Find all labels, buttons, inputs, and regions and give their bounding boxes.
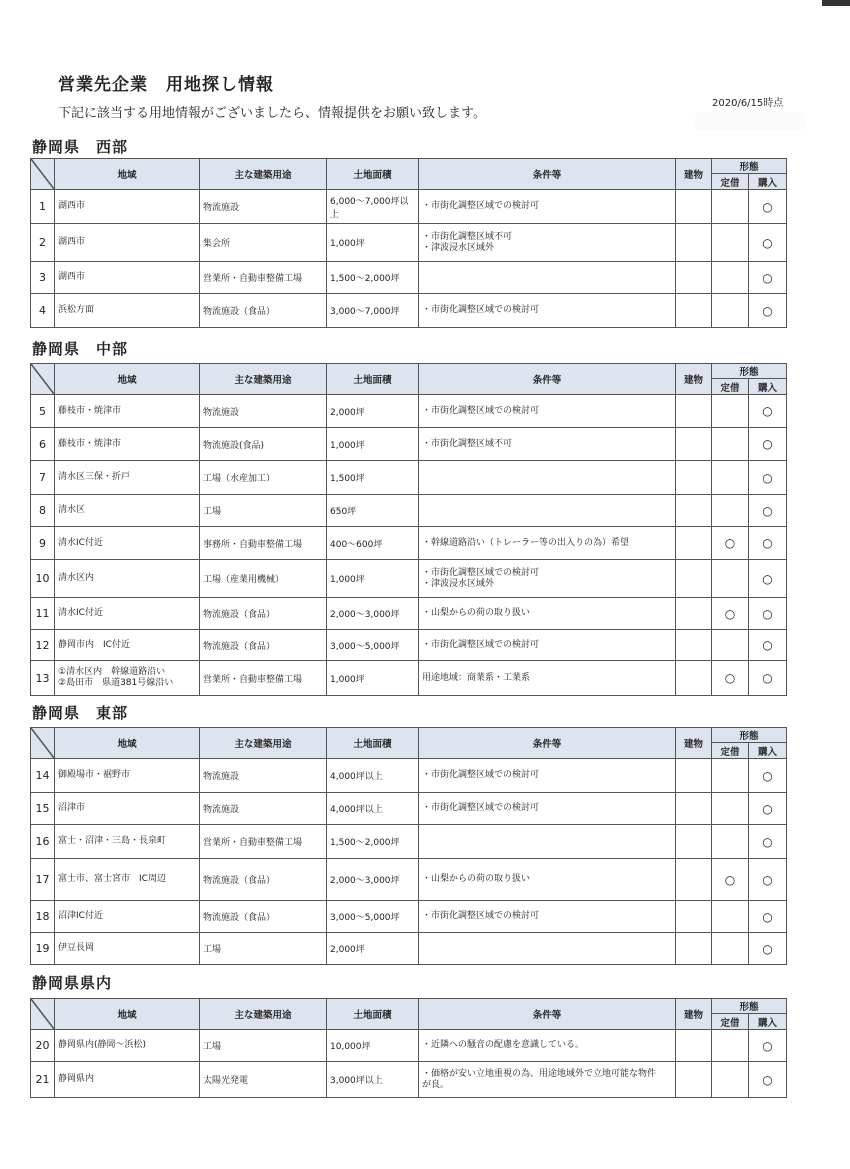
size-cell: 2,000～3,000坪 (327, 598, 419, 630)
conditions-cell (419, 825, 676, 859)
row-number: 16 (31, 825, 55, 859)
table-row (31, 395, 787, 428)
area-text: 沼津市 (58, 803, 86, 813)
diagonal-header-cell (31, 364, 55, 395)
area-text: 沼津IC付近 (58, 911, 103, 921)
page-subtitle: 下記に該当する用地情報がございましたら、情報提供をお願い致します。 (58, 106, 486, 121)
header-lease: 定借 (712, 379, 749, 395)
lease-mark (712, 901, 749, 933)
purchase-mark: ○ (749, 661, 787, 696)
header-purchase: 購入 (749, 379, 787, 395)
table-row (31, 793, 787, 825)
building-cell (676, 461, 712, 495)
row-number: 3 (31, 262, 55, 294)
condition-line-1: ・市街化調整区域不可 (422, 438, 513, 449)
area-cell (55, 294, 200, 328)
table-row (31, 859, 787, 901)
section-title: 静岡県県内 (32, 974, 113, 992)
area-text: 湖西市 (58, 237, 86, 247)
header-lease: 定借 (712, 1014, 749, 1030)
lease-mark: ○ (712, 598, 749, 630)
row-number: 17 (31, 859, 55, 901)
lease-mark (712, 793, 749, 825)
row-number: 7 (31, 461, 55, 495)
usage-cell: 物流施設（食品） (200, 294, 327, 328)
usage-cell: 物流施設 (200, 793, 327, 825)
building-cell (676, 262, 712, 294)
lease-mark (712, 1062, 749, 1098)
condition-line-1: ・価格が安い立地重視の為、用途地域外で立地可能な物件 (422, 1068, 657, 1079)
row-number: 11 (31, 598, 55, 630)
area-text: 静岡市内 IC付近 (58, 639, 130, 650)
header-conditions: 条件等 (419, 728, 676, 759)
usage-cell: 物流施設 (200, 190, 327, 224)
table-row (31, 262, 787, 294)
usage-cell: 営業所・自動車整備工場 (200, 661, 327, 696)
purchase-mark: ○ (749, 190, 787, 224)
condition-line-2: ・津波浸水区域外 (422, 242, 495, 253)
usage-cell: 物流施設（食品） (200, 630, 327, 661)
building-cell (676, 560, 712, 598)
area-cell (55, 395, 200, 428)
area-text: 浜松方面 (58, 305, 95, 315)
row-number: 1 (31, 190, 55, 224)
purchase-mark: ○ (749, 294, 787, 328)
conditions-cell (419, 190, 676, 224)
purchase-mark: ○ (749, 859, 787, 901)
building-cell (676, 759, 712, 793)
table-row (31, 190, 787, 224)
area-cell (55, 598, 200, 630)
row-number: 6 (31, 428, 55, 461)
table-row (31, 224, 787, 262)
size-cell: 2,000～3,000坪 (327, 859, 419, 901)
size-cell: 2,000坪 (327, 395, 419, 428)
header-area: 地域 (55, 364, 200, 395)
conditions-cell (419, 294, 676, 328)
purchase-mark: ○ (749, 630, 787, 661)
area-cell (55, 461, 200, 495)
table-row (31, 294, 787, 328)
header-usage: 主な建築用途 (200, 728, 327, 759)
size-cell: 1,000坪 (327, 560, 419, 598)
size-cell: 400～600坪 (327, 527, 419, 560)
area-cell (55, 527, 200, 560)
condition-line-2: ・津波浸水区域外 (422, 578, 495, 589)
table-row (31, 1030, 787, 1062)
row-number: 8 (31, 495, 55, 527)
usage-cell: 営業所・自動車整備工場 (200, 262, 327, 294)
area-text: 伊豆長岡 (58, 943, 95, 953)
size-cell: 1,500坪 (327, 461, 419, 495)
building-cell (676, 793, 712, 825)
size-cell: 3,000～5,000坪 (327, 901, 419, 933)
condition-line-1: 用途地域：商業系・工業系 (422, 672, 531, 683)
page-title: 営業先企業 用地探し情報 (58, 75, 274, 95)
header-building: 建物 (676, 999, 712, 1030)
diagonal-header-cell (31, 999, 55, 1030)
table-row (31, 461, 787, 495)
purchase-mark: ○ (749, 901, 787, 933)
diagonal-header-cell (31, 159, 55, 190)
lease-mark (712, 933, 749, 965)
condition-line-1: ・市街化調整区域での検討可 (422, 803, 540, 813)
usage-cell: 物流施設（食品） (200, 859, 327, 901)
condition-line-1: ・市街化調整区域での検討可 (422, 911, 540, 921)
conditions-cell (419, 859, 676, 901)
purchase-mark: ○ (749, 759, 787, 793)
conditions-cell (419, 598, 676, 630)
condition-line-1: ・市街化調整区域での検討可 (422, 305, 540, 315)
area-cell (55, 825, 200, 859)
building-cell (676, 1030, 712, 1062)
condition-line-1: ・山梨からの荷の取り扱い (422, 608, 531, 618)
header-form: 形態 (712, 364, 787, 379)
row-number: 2 (31, 224, 55, 262)
condition-line-1: ・市街化調整区域での検討可 (422, 770, 540, 780)
usage-cell: 太陽光発電 (200, 1062, 327, 1098)
condition-line-1: ・市街化調整区域での検討可 (422, 405, 540, 416)
area-cell (55, 630, 200, 661)
area-cell (55, 901, 200, 933)
size-cell: 1,500～2,000坪 (327, 825, 419, 859)
usage-cell: 工場 (200, 1030, 327, 1062)
area-cell (55, 661, 200, 696)
row-number: 18 (31, 901, 55, 933)
building-cell (676, 190, 712, 224)
purchase-mark: ○ (749, 1062, 787, 1098)
building-cell (676, 224, 712, 262)
site-request-table (30, 158, 787, 328)
usage-cell: 集会所 (200, 224, 327, 262)
as-of-date: 2020/6/15時点 (712, 98, 784, 109)
lease-mark (712, 224, 749, 262)
area-text: ①清水区内 幹線道路沿い (58, 667, 166, 677)
conditions-cell (419, 793, 676, 825)
lease-mark: ○ (712, 859, 749, 901)
area-cell (55, 262, 200, 294)
condition-line-1: ・市街化調整区域での検討可 (422, 201, 540, 211)
area-cell (55, 190, 200, 224)
table-row (31, 527, 787, 560)
row-number: 9 (31, 527, 55, 560)
table-row (31, 560, 787, 598)
area-cell (55, 495, 200, 527)
lease-mark: ○ (712, 527, 749, 560)
purchase-mark: ○ (749, 461, 787, 495)
condition-line-1: ・市街化調整区域不可 (422, 231, 513, 242)
row-number: 4 (31, 294, 55, 328)
building-cell (676, 495, 712, 527)
header-usage: 主な建築用途 (200, 159, 327, 190)
building-cell (676, 825, 712, 859)
size-cell: 650坪 (327, 495, 419, 527)
area-text: 藤枝市・焼津市 (58, 438, 122, 449)
lease-mark (712, 560, 749, 598)
purchase-mark: ○ (749, 495, 787, 527)
table-row (31, 1062, 787, 1098)
building-cell (676, 933, 712, 965)
usage-cell: 工場 (200, 495, 327, 527)
header-purchase: 購入 (749, 1014, 787, 1030)
header-building: 建物 (676, 159, 712, 190)
usage-cell: 物流施設（食品） (200, 598, 327, 630)
section-title: 静岡県 西部 (32, 138, 129, 156)
row-number: 10 (31, 560, 55, 598)
size-cell: 3,000坪以上 (327, 1062, 419, 1098)
header-conditions: 条件等 (419, 999, 676, 1030)
lease-mark (712, 294, 749, 328)
building-cell (676, 395, 712, 428)
header-conditions: 条件等 (419, 159, 676, 190)
area-cell (55, 560, 200, 598)
area-cell (55, 224, 200, 262)
header-usage: 主な建築用途 (200, 364, 327, 395)
conditions-cell (419, 933, 676, 965)
lease-mark (712, 262, 749, 294)
header-form: 形態 (712, 728, 787, 743)
size-cell: 4,000坪以上 (327, 793, 419, 825)
header-lease: 定借 (712, 743, 749, 759)
header-building: 建物 (676, 364, 712, 395)
page-edge-mark (822, 0, 850, 6)
header-lease: 定借 (712, 174, 749, 190)
header-usage: 主な建築用途 (200, 999, 327, 1030)
row-number: 20 (31, 1030, 55, 1062)
table-row (31, 630, 787, 661)
building-cell (676, 428, 712, 461)
purchase-mark: ○ (749, 933, 787, 965)
area-text: 藤枝市・焼津市 (58, 405, 122, 416)
condition-line-1: ・近隣への騒音の配慮を意識している。 (422, 1040, 585, 1050)
row-number: 19 (31, 933, 55, 965)
header-purchase: 購入 (749, 174, 787, 190)
building-cell (676, 901, 712, 933)
lease-mark (712, 190, 749, 224)
area-text: 清水区内 (58, 573, 95, 583)
row-number: 12 (31, 630, 55, 661)
area-text: 富士・沼津・三島・長泉町 (58, 836, 167, 846)
area-text: 清水IC付近 (58, 608, 103, 618)
header-size: 土地面積 (327, 364, 419, 395)
header-area: 地域 (55, 999, 200, 1030)
table-row (31, 759, 787, 793)
header-building: 建物 (676, 728, 712, 759)
lease-mark (712, 825, 749, 859)
purchase-mark: ○ (749, 793, 787, 825)
purchase-mark: ○ (749, 560, 787, 598)
conditions-cell (419, 1062, 676, 1098)
diagonal-header-cell (31, 728, 55, 759)
conditions-cell (419, 428, 676, 461)
area-text: 湖西市 (58, 272, 86, 282)
lease-mark (712, 495, 749, 527)
usage-cell: 工場 (200, 933, 327, 965)
size-cell: 1,500～2,000坪 (327, 262, 419, 294)
area-cell (55, 859, 200, 901)
building-cell (676, 661, 712, 696)
area-text: 静岡県内(静岡～浜松) (58, 1040, 147, 1050)
lease-mark: ○ (712, 661, 749, 696)
area-text: 静岡県内 (58, 1074, 95, 1084)
area-cell (55, 428, 200, 461)
purchase-mark: ○ (749, 825, 787, 859)
conditions-cell (419, 661, 676, 696)
conditions-cell (419, 759, 676, 793)
area-text: 御殿場市・裾野市 (58, 770, 131, 780)
table-row (31, 661, 787, 696)
conditions-cell (419, 1030, 676, 1062)
purchase-mark: ○ (749, 395, 787, 428)
size-cell: 1,000坪 (327, 224, 419, 262)
usage-cell: 物流施設 (200, 759, 327, 793)
size-cell: 1,000坪 (327, 661, 419, 696)
usage-cell: 物流施設 (200, 395, 327, 428)
area-cell (55, 1062, 200, 1098)
area-text-2: ②島田市 県道381号線沿い (58, 678, 174, 688)
table-row (31, 825, 787, 859)
purchase-mark: ○ (749, 224, 787, 262)
purchase-mark: ○ (749, 1030, 787, 1062)
area-text: 清水IC付近 (58, 537, 103, 548)
lease-mark (712, 759, 749, 793)
area-text: 清水区三保・折戸 (58, 472, 131, 482)
area-text: 清水区 (58, 505, 86, 515)
condition-line-1: ・市街化調整区域での検討可 (422, 639, 540, 650)
row-number: 13 (31, 661, 55, 696)
table-row (31, 598, 787, 630)
condition-line-1: ・山梨からの荷の取り扱い (422, 874, 531, 884)
size-cell: 10,000坪 (327, 1030, 419, 1062)
conditions-cell (419, 461, 676, 495)
building-cell (676, 1062, 712, 1098)
usage-cell: 物流施設(食品) (200, 428, 327, 461)
header-conditions: 条件等 (419, 364, 676, 395)
redacted-area (695, 112, 805, 130)
area-text: 湖西市 (58, 201, 86, 211)
site-request-table (30, 363, 787, 696)
lease-mark (712, 1030, 749, 1062)
row-number: 5 (31, 395, 55, 428)
conditions-cell (419, 395, 676, 428)
header-size: 土地面積 (327, 159, 419, 190)
area-cell (55, 759, 200, 793)
condition-line-2: が良。 (422, 1079, 450, 1090)
usage-cell: 営業所・自動車整備工場 (200, 825, 327, 859)
header-area: 地域 (55, 728, 200, 759)
table-row (31, 901, 787, 933)
header-form: 形態 (712, 999, 787, 1014)
usage-cell: 事務所・自動車整備工場 (200, 527, 327, 560)
header-purchase: 購入 (749, 743, 787, 759)
building-cell (676, 630, 712, 661)
conditions-cell (419, 901, 676, 933)
header-size: 土地面積 (327, 999, 419, 1030)
conditions-cell (419, 630, 676, 661)
area-text: 富士市、富士宮市 IC周辺 (58, 874, 166, 884)
conditions-cell (419, 560, 676, 598)
building-cell (676, 859, 712, 901)
size-cell: 3,000～5,000坪 (327, 630, 419, 661)
usage-cell: 工場（産業用機械） (200, 560, 327, 598)
building-cell (676, 527, 712, 560)
building-cell (676, 294, 712, 328)
size-cell: 6,000～7,000坪以上 (327, 190, 419, 224)
lease-mark (712, 428, 749, 461)
row-number: 15 (31, 793, 55, 825)
row-number: 14 (31, 759, 55, 793)
purchase-mark: ○ (749, 527, 787, 560)
usage-cell: 物流施設（食品） (200, 901, 327, 933)
usage-cell: 工場（水産加工） (200, 461, 327, 495)
building-cell (676, 598, 712, 630)
conditions-cell (419, 262, 676, 294)
header-size: 土地面積 (327, 728, 419, 759)
purchase-mark: ○ (749, 598, 787, 630)
size-cell: 2,000坪 (327, 933, 419, 965)
site-request-table (30, 727, 787, 965)
condition-line-1: ・幹線道路沿い（トレーラー等の出入りの為）希望 (422, 537, 630, 548)
size-cell: 4,000坪以上 (327, 759, 419, 793)
section-title: 静岡県 中部 (32, 340, 129, 358)
area-cell (55, 933, 200, 965)
row-number: 21 (31, 1062, 55, 1098)
conditions-cell (419, 527, 676, 560)
conditions-cell (419, 224, 676, 262)
area-cell (55, 1030, 200, 1062)
header-area: 地域 (55, 159, 200, 190)
site-request-table (30, 998, 787, 1098)
area-cell (55, 793, 200, 825)
size-cell: 1,000坪 (327, 428, 419, 461)
lease-mark (712, 461, 749, 495)
table-row (31, 495, 787, 527)
purchase-mark: ○ (749, 262, 787, 294)
table-row (31, 933, 787, 965)
lease-mark (712, 630, 749, 661)
lease-mark (712, 395, 749, 428)
section-title: 静岡県 東部 (32, 704, 129, 722)
purchase-mark: ○ (749, 428, 787, 461)
table-row (31, 428, 787, 461)
size-cell: 3,000～7,000坪 (327, 294, 419, 328)
header-form: 形態 (712, 159, 787, 174)
conditions-cell (419, 495, 676, 527)
condition-line-1: ・市街化調整区域での検討可 (422, 567, 540, 578)
